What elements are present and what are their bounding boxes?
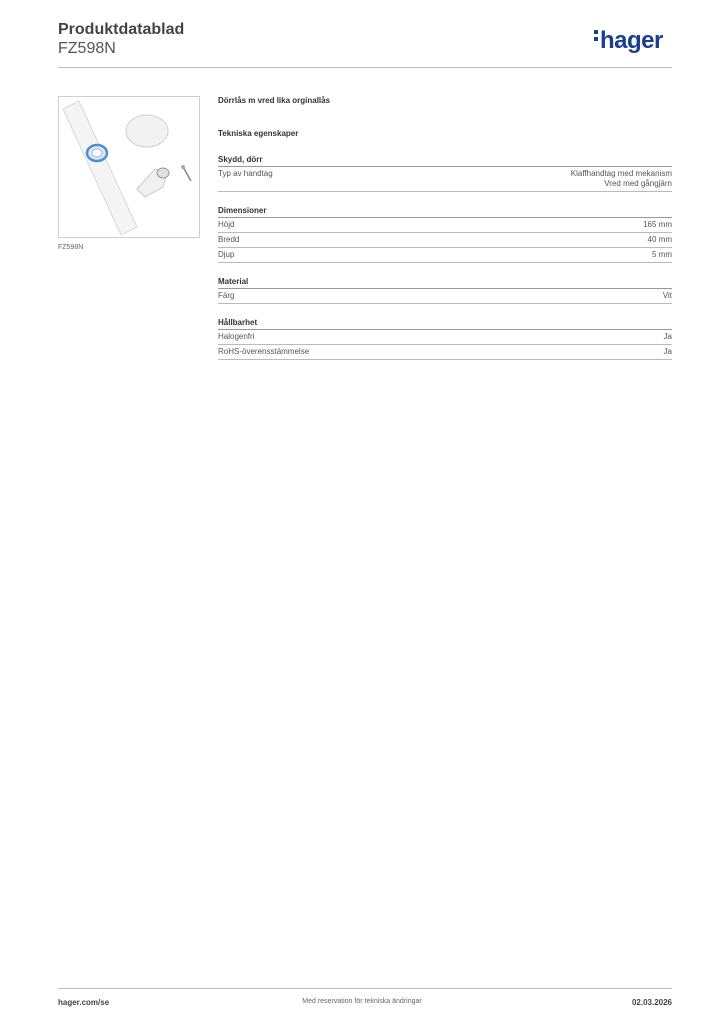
spec-value [652,250,672,260]
spec-row [218,289,672,304]
spec-section [218,155,672,192]
technical-properties-heading: Tekniska egenskaper [218,129,299,138]
spec-section [218,277,672,304]
spec-label: Bredd [218,235,240,244]
spec-value [664,347,672,357]
page-title: Produktdatablad [58,21,185,38]
image-caption: FZ598N [58,244,84,251]
spec-row [218,330,672,345]
spec-value [664,332,672,342]
door-plate [63,101,137,235]
lock-core [92,149,102,157]
spec-value-line: 165 mm [643,220,672,229]
product-image [59,97,199,237]
footer-website[interactable]: hager.com/se [58,998,110,1007]
spec-value-line: Ja [663,332,672,341]
section-title: Dimensioner [218,206,672,218]
spec-row [218,248,672,263]
product-content [218,96,672,360]
spec-label: Halogenfri [218,332,255,341]
screw [183,167,191,181]
spec-value [643,220,672,230]
spec-row [218,345,672,360]
hager-logo [594,27,663,55]
section-title: Material [218,277,672,289]
spec-value [648,235,672,245]
spec-value-line: Klaffhandtag med mekanism [570,169,672,178]
cover-disc [126,115,168,147]
product-code: FZ598N [58,40,116,57]
product-image-frame [58,96,200,238]
spec-label: Höjd [218,220,235,229]
spec-label: Färg [218,291,235,300]
section-title: Hållbarhet [218,318,672,330]
header-divider [58,67,672,68]
spec-value [663,291,672,301]
spec-value-line: 5 mm [652,250,672,259]
spec-row [218,218,672,233]
spec-value-line: 40 mm [647,235,672,244]
screw-head [181,165,185,169]
product-name: Dörrlås m vred lika orginallås [218,96,331,105]
spec-row [218,233,672,248]
spec-section [218,318,672,360]
spec-value-line: Vred med gångjärn [604,179,672,188]
spec-sections [218,155,672,360]
spec-label: Djup [218,250,235,259]
logo-text: hager [600,27,663,54]
spec-label: RoHS-överensstämmelse [218,347,310,356]
spec-value-line: Ja [663,347,672,356]
spec-row [218,167,672,192]
footer-divider [58,988,672,989]
spec-value [571,169,672,189]
footer-date: 02.03.2026 [631,998,672,1007]
section-title: Skydd, dörr [218,155,672,167]
logo-colon-icon [594,30,598,44]
spec-section [218,206,672,263]
spec-label: Typ av handtag [218,169,273,178]
spec-value-line: Vit [662,291,672,300]
handle-knob [157,168,169,178]
footer-note: Med reservation för tekniska ändringar [302,998,422,1005]
